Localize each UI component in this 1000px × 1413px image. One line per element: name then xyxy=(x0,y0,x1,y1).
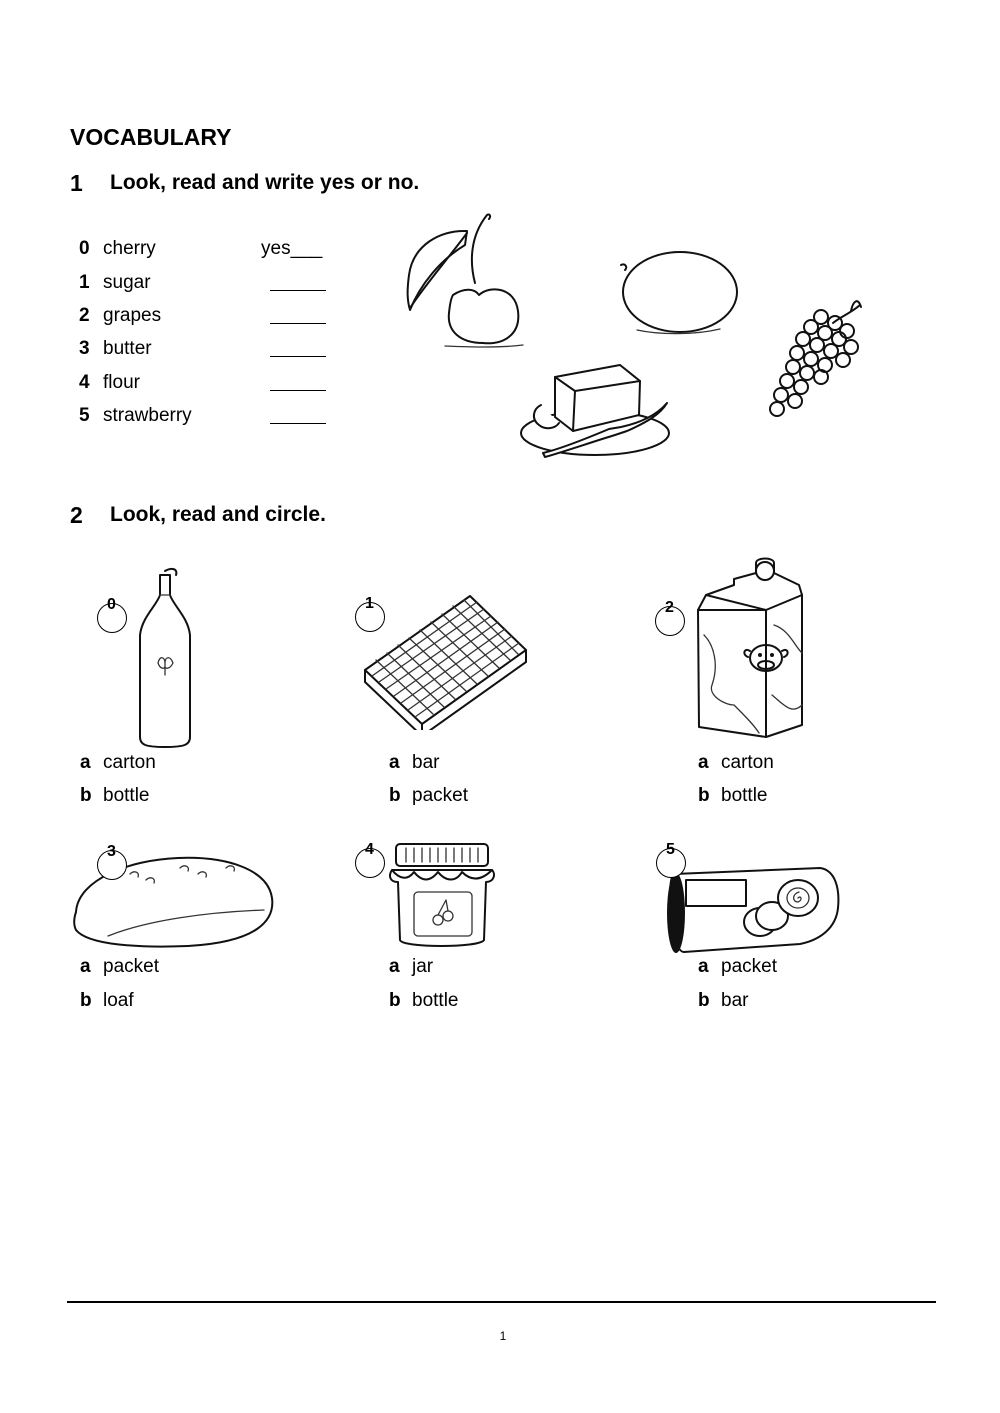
biscuit-packet-picture xyxy=(660,858,845,958)
item-number: 5 xyxy=(79,405,90,426)
milk-carton-picture xyxy=(694,555,809,745)
exercise-2-number: 2 xyxy=(70,502,83,528)
option-letter: a xyxy=(389,752,400,773)
option-a-item-2[interactable] xyxy=(698,752,774,774)
option-text: jar xyxy=(412,956,434,977)
option-text: bottle xyxy=(412,990,459,1011)
item-word: flour xyxy=(103,372,140,393)
option-letter: b xyxy=(698,990,710,1011)
option-letter: b xyxy=(698,785,710,806)
option-text: packet xyxy=(721,956,777,977)
option-a-item-1[interactable] xyxy=(389,752,439,774)
option-a-item-0[interactable] xyxy=(80,752,156,774)
footer-divider xyxy=(67,1301,936,1303)
cherry-picture xyxy=(408,214,523,347)
item-number: 4 xyxy=(365,841,374,858)
option-a-item-3[interactable] xyxy=(80,956,159,978)
option-letter: b xyxy=(80,990,92,1011)
answer-circle-item-3[interactable] xyxy=(97,843,127,880)
option-letter: a xyxy=(80,752,91,773)
option-letter: a xyxy=(80,956,91,977)
item-number: 2 xyxy=(79,305,90,326)
option-letter: a xyxy=(698,956,709,977)
option-text: loaf xyxy=(103,990,134,1011)
option-letter: a xyxy=(389,956,400,977)
option-text: packet xyxy=(412,785,468,806)
butter-picture xyxy=(521,365,669,457)
item-number: 3 xyxy=(107,843,116,860)
item-number: 0 xyxy=(79,238,90,259)
answer-circle-item-4[interactable] xyxy=(355,841,385,878)
page-number: 1 xyxy=(499,1329,507,1343)
option-text: bottle xyxy=(103,785,150,806)
option-letter: a xyxy=(698,752,709,773)
option-b-item-5[interactable] xyxy=(698,990,748,1012)
exercise-1-pictures xyxy=(395,205,875,475)
option-text: bar xyxy=(412,752,440,773)
item-number: 1 xyxy=(365,595,374,612)
item-word: sugar xyxy=(103,272,151,293)
item-word: strawberry xyxy=(103,405,192,426)
chocolate-bar-picture xyxy=(360,590,532,730)
exercise-1-number: 1 xyxy=(70,170,83,196)
option-text: carton xyxy=(103,752,156,773)
answer-blank[interactable] xyxy=(270,423,326,424)
exercise-2-instruction: Look, read and circle. xyxy=(110,503,326,526)
option-b-item-1[interactable] xyxy=(389,785,468,807)
item-number: 4 xyxy=(79,372,90,393)
option-letter: b xyxy=(389,990,401,1011)
item-word: cherry xyxy=(103,238,156,259)
option-a-item-5[interactable] xyxy=(698,956,777,978)
item-number: 2 xyxy=(665,599,674,616)
answer-blank[interactable] xyxy=(270,323,326,324)
option-text: bottle xyxy=(721,785,768,806)
option-text: packet xyxy=(103,956,159,977)
item-word: butter xyxy=(103,338,152,359)
oil-bottle-picture xyxy=(130,565,200,750)
option-b-item-2[interactable] xyxy=(698,785,767,807)
page-heading: VOCABULARY xyxy=(70,124,232,150)
answer-blank[interactable] xyxy=(270,390,326,391)
answer-blank[interactable] xyxy=(270,290,326,291)
answer-circle-item-1[interactable] xyxy=(355,595,385,632)
answer-circle-item-5[interactable] xyxy=(656,841,686,878)
option-text: bar xyxy=(721,990,749,1011)
option-b-item-3[interactable] xyxy=(80,990,134,1012)
grapes-picture xyxy=(770,301,861,416)
example-answer: yes___ xyxy=(261,238,323,259)
option-text: carton xyxy=(721,752,774,773)
item-number: 1 xyxy=(79,272,90,293)
jam-jar-picture xyxy=(380,840,498,952)
option-b-item-0[interactable] xyxy=(80,785,149,807)
option-a-item-4[interactable] xyxy=(389,956,433,978)
option-letter: b xyxy=(389,785,401,806)
answer-blank[interactable] xyxy=(270,356,326,357)
item-number: 0 xyxy=(107,596,116,613)
orange-picture xyxy=(621,252,737,334)
item-word: grapes xyxy=(103,305,162,326)
answer-circle-item-2[interactable] xyxy=(655,599,685,636)
exercise-1-instruction: Look, read and write yes or no. xyxy=(110,171,420,194)
answer-circle-item-0[interactable] xyxy=(97,596,127,633)
option-letter: b xyxy=(80,785,92,806)
item-number: 5 xyxy=(666,841,675,858)
item-number: 3 xyxy=(79,338,90,359)
option-b-item-4[interactable] xyxy=(389,990,458,1012)
